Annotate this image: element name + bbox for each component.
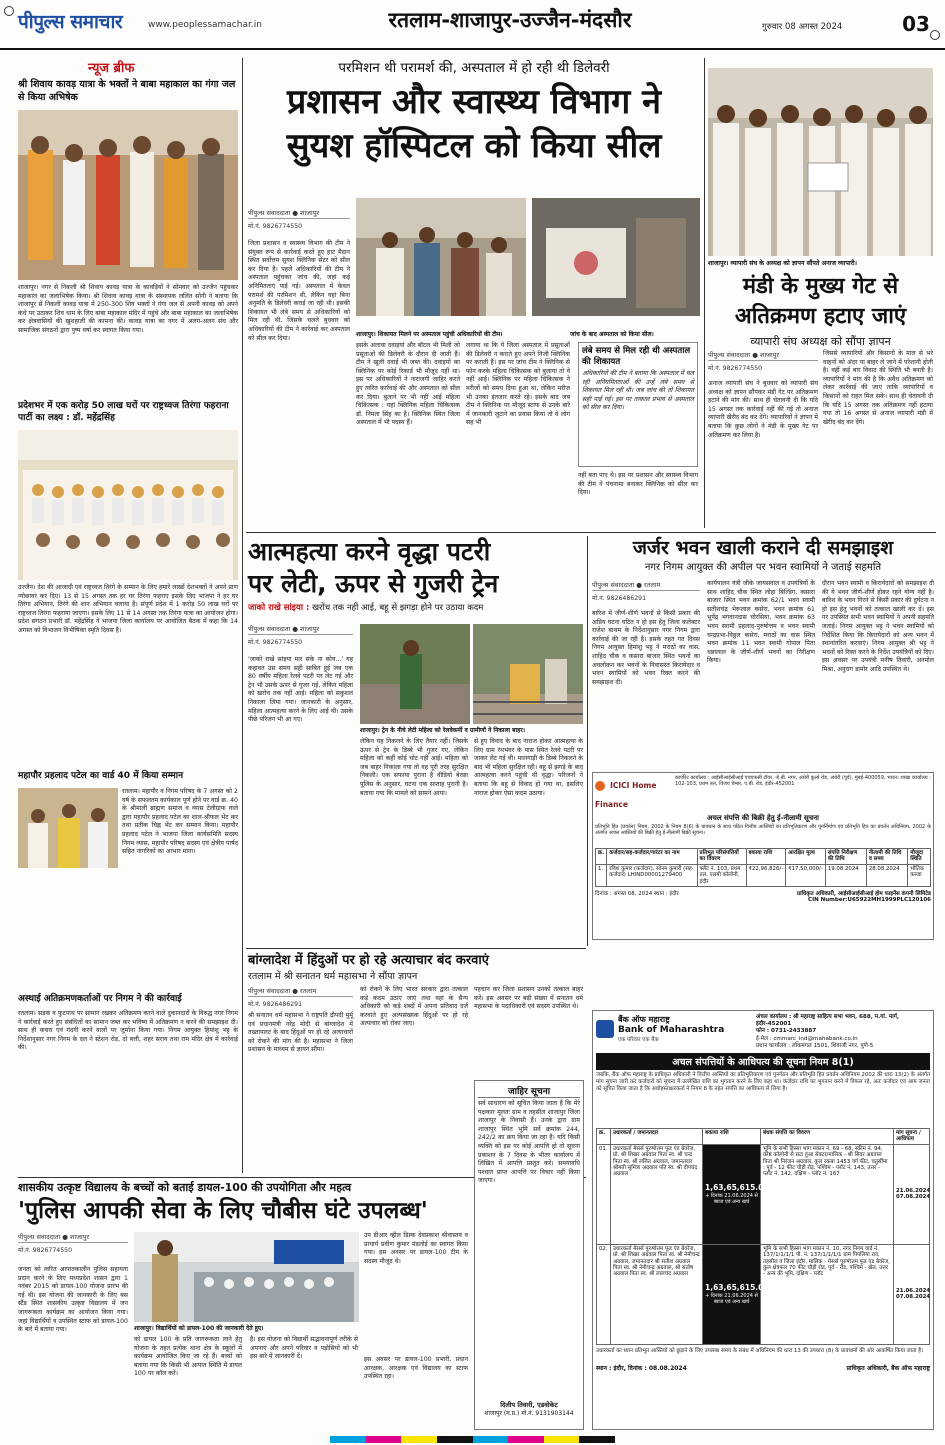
byline-phone: मो.नं. 9826774550 [248,223,303,230]
table-header: क्र. [596,849,607,865]
news-brief-column [18,58,238,1173]
story-column: पहचान कर जिला प्रशासन उनको तत्काल बाहर करें। इस अवसर पर बड़ी संख्या में सनातन धर्म महासभा के पदाधिकारी एवं सदस्य उपस्थित थे। [474,986,583,1011]
story-headline: अतिक्रमण हटाए जाएं [734,304,907,329]
kawad-yatra-image [18,110,238,280]
story-headline: बांग्लादेश में हिंदुओं पर हो रहे अत्याचार बंद करवाएं [248,953,489,968]
byline-phone: मो.नं. 9826774550 [18,1247,73,1254]
dial100-image [134,1232,359,1322]
bom-hq: प्रधान कार्यालय : लोकमंगल 1501, शिवाजी नगर, पुणे-5 [756,1042,874,1049]
brief-headline: श्री शिवाय कावड़ यात्रा के भक्तों ने बाबा महाकाल का गंगा जल से किया अभिषेक [18,79,236,103]
byline-phone: मो.नं. 9826774550 [708,365,763,372]
table-cell: रविश कुमार (कर्जदार), सोनम कुमारी (सह-कर्जदार) LHIND00001279400 [607,864,697,886]
bom-logo [596,1014,756,1043]
bom-title: अचल संपत्तियों के आधिपत्य की सूचना नियम 8(1) [596,1053,930,1070]
story-column: उप डीआर व्हील डिस्क देवप्रकाश श्रीवास्तव व प्राचार्य प्रवीण कुमार मंडलोई का स्वागत किया गया। इस अवसर पर डायल-100 टीम के सदस्य मौजूद थे। [364,1232,468,1265]
brief-body: रतलाम। सड़क व फुटपाथ पर सामान रखकर अतिक्रमण करने वाले दुकानदारों के विरुद्ध नगर निगम ने कार्रवाई करते हुए संबंधितों का सामान जब्त कर भविष्य में अतिक्रमण न करने की समझाइश दी। साथ ही कचरा एवं गंदगी करने वालों पर जुर्माना किया गया। निगम आयुक्त हिमांशु भट्ट के निर्देशानुसार नगर निगम के दल ने स्टेशन रोड, दो बत्ती, शहर सराय तथा राम मंदिर क्षेत्र में कार्रवाई की। [18,1010,238,1052]
issue-date: गुरुवार 08 अगस्त 2024 [762,22,843,32]
byline-reporter: पीपुल्स संवाददाता [248,625,291,633]
bom-tagline: एक परिवार एक बैंक [618,1037,659,1043]
bjp-meeting-image [18,430,238,580]
story-column: लगाया था कि ये जिला अस्पताल में प्रसूताओं की डिलेवरी न कराते हुए अपने निजी क्लिनिक पर कराती हैं। इस पर जांच टीम ने क्लिनिक से फोन करके महिला चिकित्सक को बुलाया तो वे नहीं आईं। क्लिनिक पर महिला चिकित्सक ने मरीजों को समय दिया हुआ था, लेकिन मरीज भी उनका इंतजार करते रहे। इसके बाद जब टीम ने क्लिनिक पर मौजूद स्टाफ से उनके बारे में जानकारी जुटाने का प्रयास किया तो वे लोग सह भी [466,342,570,427]
story-police [18,1180,468,1430]
amount-note: + दिनांक 21.06.2024 से ब्याज एवं अन्य खर्च [705,1293,758,1306]
story-tagline [248,602,583,614]
table-header-row [596,849,931,865]
story-seal [248,58,700,528]
icici-auction-notice [592,772,934,940]
story-column: को रोकने के लिए भारत सरकार द्वारा तत्काल कड़े कदम उठाए जाएं तथा वहां के सैन्य अधिकारी को कड़े शब्दों में अपना प्रतिवाद दर्ज करवाते हुए अल्पसंख्यक हिंदुओं पर हो रहे अत्याचार को रोका जाए। [360,986,468,1028]
story-column: कार्यपालन यंत्री जीके जायसवाल व उपयंत्रियों के साथ शाहिद चौक स्थित लोहा बिल्डिंग, कसारा बाजार स्थित भवन क्रमांक 62/1 भवन स्वामी सतीशचंद्र भेरूलाल कसेरा, भवन क्रमांक 61 भूपेंद्र भगवानदास चोरसिया, भवन क्रमांक 63 भवन स्वामी प्रहलाद-पुरुषोत्तम व भवन स्वामी चन्द्रप्रभा-विठ्ठल कसेरा, मराठों का वास स्थित भवन क्रमांक 11 भवन स्वामी गोपाल पिता धन्नालाल के जीर्ण-शीर्ण भवनों का निरीक्षण किया। [707,580,815,665]
table-header: बकाया राशि [746,849,786,865]
story-train [248,536,583,946]
table-row [597,1244,930,1344]
masthead [0,0,945,50]
table-header: नीलामी की तिथि व समय [866,849,907,865]
bom-signature: प्राधिकृत अधिकारी, बैंक ऑफ महाराष्ट्र [846,1364,930,1372]
bom-email: ई-मेल : cmmarc_ind@mahabank.co.in [756,1035,858,1042]
bom-office [756,1014,930,1050]
byline-reporter: पीपुल्स संवाददाता [708,351,751,359]
brief-body: शाजापुर। नगर से निकली श्री शिवाय कावड़ यात्रा के कावड़ियों ने सोमवार को उज्जैन पहुंचकर महाकाल का जलाभिषेक किया। श्री शिवाय कावड़ यात्रा के संस्थापक ललित सोनी ने बताया कि शाजापुर से निकली कावड़ यात्रा में 250-300 शिव भक्तों ने गंगा जल से अपनी कावड़ को अपने कंधे पर उठाकर शिव धाम के लिए बाबा महाकाल मंदिर में पहुंचे और बाबा महाकाल का जलाभिषेक कर क्षेत्रवासियों की खुशहाली की कामना की। कावड़ यात्रा का नगर में अलग-अलग संघ और सामाजिक संगठनों द्वारा पुष्प वर्षा कर स्वागत किया गया। [18,284,238,334]
bom-office-address: अंचल कार्यालय : श्री महाराष्ट्र साहित्य सभा भवन, 688, म.गां. मार्ग, इंदौर-452001 [756,1014,899,1028]
amount-value: 1,63,65,615.00 [705,1183,769,1193]
bjp-meeting-photo [18,430,238,580]
dial100-photo [134,1232,359,1322]
story-column: अनाज व्यापारी संघ ने बुधवार को व्यापारी संघ अध्यक्ष को ज्ञापन सौंपकर मंडी गेट पर अतिक्रमण हटाने की मांग की। साथ ही चेतावनी दी कि यदि 15 अगस्त तक कार्रवाई नहीं की गई तो अनाज व्यापारी खेरीद बंद कर देंगे। व्यापारियों ने ज्ञापन में बताया कि कुछ लोगों ने मंडी के मुख्य गेट पर अतिक्रमण कर लिया है। [708,380,818,439]
story-subhead: रतलाम में श्री सनातन धर्म महासभा ने सौंपा ज्ञापन [248,971,418,982]
amount-cell [703,1144,769,1244]
byline-reporter: पीपुल्स संवाददाता [592,581,635,589]
print-color-bar [330,1436,615,1443]
table-row [596,864,931,886]
table-cell: उधारकर्ता मेसर्स पुरुषोत्तम फूड एंड बेवरेज, प्रो. श्री शिखर अग्रवाल पिता स्व. श्री नेमीचन्द्र अग्रवाल, जमानतदार श्री सतीश अग्रवाल पिता स्व. श्री नेमीचन्द्र अग्रवाल, श्री संतोष अग्रवाल पिता स्व. श्री लालचंद अग्रवाल [611,1244,703,1344]
registration-mark-icon [4,6,14,16]
byline-place: रतलाम [644,581,661,589]
bom-name-hi: बैंक ऑफ महाराष्ट्र [618,1015,670,1024]
column-divider [704,58,705,528]
story-column: जनता को त्वरित आपातकालीन पुलिस सहायता प्रदान करने के लिए मध्यप्रदेश शासन द्वारा 1 नवंबर 2015 को डायल-100 योजना प्रारंभ की गई थी। इस योजना की जानकारी के लिए बस स्टैंड स्थित शासकीय उत्कृष्ट विद्यालय में जन जागरूकता कार्यक्रम का आयोजन किया गया। जहां विद्यार्थियों व उपस्थित स्टाफ को डायल-100 के बारे में बताया गया। [18,1266,128,1334]
byline-place: शाजापुर [760,351,779,359]
amount-note: + दिनांक 21.06.2024 से ब्याज एवं अन्य खर्च [705,1193,758,1206]
byline-place: शाजापुर [300,209,319,217]
page-number: 03 [902,12,930,36]
icici-title: अचल संपत्ति की बिक्री हेतु ई-नीलामी सूचना [707,814,819,822]
story-headline: 'पुलिस आपकी सेवा के लिए चौबीस घंटे उपलब्ध' [18,1198,428,1224]
table-header: बकाया राशि [703,1129,761,1145]
brief-body: उज्जैन। देश की आजादी एवं राष्ट्रध्वज तिरंगे के सम्मान के लिए हमारे लाखों देशभक्तों ने अपने प्राण न्योछावर कर दिए। 13 से 15 अगस्त तक हर घर तिरंगा फहराए इसके लिए भाजपा ने हर घर तिरंगा अभियान, तिरंगे की शान अभियान चलाया है। संपूर्ण प्रदेश में 1 करोड़ 50 लाख घरों पर राष्ट्रध्वज तिरंगा फहराया जाएगा। इसके लिए 11 से 14 अगस्त तक तिरंगा यात्रा का आयोजन होगा। प्रदेश संगठन प्रभारी डॉ. महेंद्रसिंह ने भाजपा जिला कार्यालय पर आयोजित बैठक में कहा कि 14 अगस्त को विभाजन विभीषिका स्मृति दिवस है। [18,584,238,634]
story-headline: सुयश हॉस्पिटल को किया सील [286,126,662,166]
column-divider [587,536,588,946]
brief-headline: महापौर प्रहलाद पटेल का वार्ड 40 में किया सम्मान [18,771,184,781]
story-column: जिससे व्यापारियों और किसानों के माल से भरे वाहनों को अंदर या बाहर ले जाने में परेशानी होती है। वहीं कई बार विवाद की स्थिति भी बनती है। व्यापारियों ने मांग की है कि अवैध अतिक्रमण को लेकर कार्रवाई की जाए ताकि व्यापारियों व किसानों को राहत मिल सके। साथ ही चेतावनी दी कि यदि 15 अगस्त तक अतिक्रमण नहीं हटाया गया तो 16 अगस्त से अनाज व्यापारी मंडी में खेरीद बंद कर देंगे। [823,350,933,426]
table-header: कर्जदार/सह-कर्जदार/गारंटर का नाम [607,849,697,865]
hospital-team-image [356,198,700,328]
icici-logo-text: ICICI Home Finance [595,781,657,809]
table-header: मांग सूचना / आधिपत्य [894,1129,930,1145]
table-header: क्र. [597,1129,611,1145]
story-sidebar [578,342,698,467]
byline-place: शाजापुर [70,1233,89,1241]
table-header: संपत्ति निरीक्षण की तिथि [825,849,866,865]
table-cell: 21.06.2024 07.08.2024 [894,1144,930,1244]
story-byline: पीपुल्स संवाददाता ● शाजापुर मो.नं. 9826774550 [248,208,350,230]
story-column: दौरान भवन स्वामी व किरायेदारों को समझाइश दी की ये भवन जीर्ण-शीर्ण होकर रहने योग्य नहीं है। बारिश के भवन गिरने से किसी प्रकार की दुर्घटना न हो इस हेतु भवनों को तत्काल खाली कर दें। इस पर उपस्थित सभी भवन स्वामियों ने अपनी सहमति जताई। निगम आयुक्त भट्ट ने भवन स्वामियों को निर्देशित किया कि किरायेदारों को अन्य भवन में स्थानांतरित करवाएं। निगम आयुक्त श्री भट्ट ने भवनों को रिक्त करने के निर्देश उपयंत्रियों को दिए। इस अवसर पर उपयंत्री मनीष तिवारी, अनमोल मिश्रा, अनुराग डामोर आदि उपस्थित थे। [822,580,934,673]
icici-cin: CIN Number:U65922MH1999PLC120106 [808,897,931,904]
mayor-honour-image [18,788,118,868]
story-subhead: नगर निगम आयुक्त की अपील पर भवन स्वामियों ने जताई सहमति [644,562,882,573]
story-column: बारिश में जीर्ण-शीर्ण भवनों से किसी प्रकार की अप्रिय घटना घटित न हो इस हेतु जिला कलेक्टर राजेश बाथम के निर्देशानुसार नगर निगम द्वारा कार्रवाई की जा रही है। इसके तहत गत दिवस निगम आयुक्त हिमांशु भट्ट ने मराठों का वास, शाहिद चौक व कसारा बाजार स्थित भवनों का अवलोकन कर भवनों के निवासरत किरायेदार व भवन स्वामियों को भवन रिक्त करने की समझाइश दी। [592,610,700,686]
story-byline: पीपुल्स संवाददाता ● शाजापुर मो.नं. 9826774550 [248,624,353,646]
tagline-text: खरोंच तक नहीं आई, बहू से झगड़ा होने पर उठाया कदम [312,603,484,613]
edition-title-text: रतलाम-शाजापुर-उज्जैन-मंदसौर [388,8,632,32]
table-cell: 28.08.2024 [866,864,907,886]
story-kicker: शासकीय उत्कृष्ट विद्यालय के बच्चों को बताई डायल-100 की उपयोगिता और महत्व [18,1181,352,1194]
amount-value: 1,63,65,615.00 [705,1283,769,1293]
photo-caption: जांच के बाद अस्पताल को किया सील। [570,331,654,338]
table-header: बंधक संपत्ति का विवरण [761,1129,894,1145]
story-headline: जर्जर भवन खाली कराने दी समझाइश [632,537,894,559]
bom-footer: उधारकर्ता का ध्यान प्रतिभूत आस्तियों को छुड़ाने के लिए उपलब्ध समय के संबंध में अधिनियम की धारा 13 की उपधारा (8) के प्रावधानों की ओर आकर्षित किया जाता है। [596,1347,924,1354]
site-url[interactable]: www.peoplessamachar.in [148,20,262,30]
table-cell: 01. [597,1144,611,1244]
amount-cell [703,1244,769,1344]
train-rescue-image [360,624,583,724]
byline-reporter: पीपुल्स संवाददाता [248,987,291,995]
brief-body: रतलाम। महापौर व निगम परिषद के 7 अगस्त को 2 वर्ष के सफलतम कार्यकाल पूर्ण होने पर वार्ड क्र. 40 के श्रीमाली ब्राह्मण समाज व व्यास टेलीग्राफ वाले द्वारा महापौर प्रहलाद पटेल का शाल-श्रीफल भेंट कर तथा प्रतीक चिह्न भेंट कर सम्मान किया। महापौर प्रहलाद पटेल ने भाजपा जिला कार्यसमिति सदस्य निगम व्यास, महापौर परिषद सदस्य एवं क्षेत्रीय पार्षद सहित नागरिकों का आभार माना। [122,788,238,856]
notice-address: शाजापुर (म.प्र.) मो.नं. 9131903144 [484,1410,574,1417]
edition-title [330,6,690,34]
bom-phone: फोन : 0731-2433887 [756,1028,817,1035]
bom-place-date: स्थान : इंदौर, दिनांक : 08.08.2024 [596,1364,687,1372]
bom-logo-icon [596,1020,614,1038]
table-row [597,1144,930,1244]
icici-intro: प्रतिभूति हित (प्रवर्तन) नियम, 2002 के नियम 8(6) के प्रावधान के साथ पठित वित्तीय आस्तियों का प्रतिभूतिकरण और पुनर्निर्माण एवं प्रतिभूति हित का प्रवर्तन अधिनियम, 2002 के अंतर्गत अचल आस्तियों की बिक्री हेतु ई-नीलामी बिक्री सूचना। [595,824,931,836]
byline-reporter: पीपुल्स संवाददाता [248,209,291,217]
byline-phone: मो.नं. 9826774550 [248,639,303,646]
icici-table [595,848,931,887]
story-column: से हुए विवाद के बाद नाराज होकर आत्महत्या के लिए ग्राम रंथभंवर के पास स्थित रेलवे पटरी पर जाकर लेट गई थी। मालगाड़ी के डिब्बे निकलने के बाद भी महिला सुरक्षित रही। बहू से झगड़े के बाद आत्महत्या करने पहुंची थी वृद्धा। परिजनों ने बताया कि बहू से विवाद हो गया था, इसलिए नाराज होकर ऐसा कदम उठाया। [474,738,583,797]
story-column: है। इस योजना को विद्यार्थी सद्भावनापूर्ण तरीके से अपनाएं और अपने परिवार व पड़ोसियों को भी इस बारे में जानकारी दें। [250,1336,358,1361]
column-divider [242,58,243,1173]
photo-caption: शाजापुर। ट्रेन के नीचे लेटी महिला को रेलवेकर्मी व ग्रामीणों ने निकाला बाहर। [360,727,526,734]
table-header: आरक्षित मूल्य [786,849,826,865]
brand-logo [18,8,168,38]
story-kicker: परमिशन थी परामर्श की, अस्पताल में हो रही थी डिलेवरी [338,60,610,76]
photo-caption: शाजापुर। विद्यार्थियों को डायल-100 की जानकारी देते हुए। [134,1325,264,1332]
byline-phone: मो.नं. 9826486291 [592,595,647,602]
byline-reporter: पीपुल्स संवाददाता [18,1233,61,1241]
public-notice [474,1080,584,1430]
story-headline: मंडी के मुख्य गेट से [742,274,899,299]
icici-logo [595,775,675,813]
sidebar-headline: लंबे समय से मिल रही थी अस्पताल की शिकायत [582,346,691,367]
story-column: लेकिन यह निकलने के लिए तैयार नहीं। जिसके ऊपर से ट्रेन के डिब्बे भी गुजर गए, लेकिन महिला को कहीं कोई चोट नहीं आई। महिला को जब बाहर निकाला गया तो वह पूरी तरह सुरक्षित निकली। एक सफाया पुराना है वीडियो बेरछा पुलिस के अनुसार, घटना एक सप्ताह पुरानी है। बताया गया कि मामले को सामने आया। [360,738,468,797]
news-brief-label: न्यूज ब्रीफ [88,61,135,76]
table-header: उधारकर्ता / जमानतदार [611,1129,703,1145]
table-cell: उधारकर्ता मेसर्स पुरुषोत्तम फूड एंड बेवरेज, प्रो. श्री शिखर अग्रवाल पिता स्व. श्री चन्द्र पिता स्व. श्री ललित अग्रवाल, जमानतदार श्रीमती सुमित्रा अग्रवाल पति स्व. श्री दीपचंद अग्रवाल [611,1144,703,1244]
story-photo-area [356,198,700,328]
story-headline: पर लेटी, ऊपर से गुजरी ट्रेन [248,569,499,598]
byline-place: रतलाम [300,987,317,995]
story-column: इसके अलावा दवाइयां और बॉटल भी मिली जो प्रसूताओं की डिलेवरी के दौरान दी जाती हैं। टीम ने खुली दवाई भी जब्त की। दवाइयों का क्लिनिक पर कोई रिकार्ड भी मौजूद नहीं था। इस पर अधिकारियों ने नाराजगी जाहिर करते हुए त्वरित कार्रवाई की और अस्पताल को सील कर दिया। बुलाने पर भी नहीं आई महिला चिकित्सक : यहां क्लिनिक महिला चिकित्सक डॉ. निमता सिंह का है। क्लिनिक स्थित जिला अस्पताल में भी पदस्थ हैं। [356,342,460,427]
icici-footer: दिनांक : अगस्त 08, 2024 स्थान : इंदौर [595,891,679,898]
photo-caption: शाजापुर। शिकायत मिलने पर अस्पताल पहुंची अधिकारियों की टीम। [356,331,503,338]
story-bangladesh [248,952,583,1072]
table-header: प्रतिभूत परिसंपत्तियों का विवरण [697,849,746,865]
bom-intro: जबकि, बैंक ऑफ महाराष्ट्र के प्राधिकृत अधिकारी ने वित्तीय आस्तियों का प्रतिभूतिकरण एवं पुनर्गठन और प्रतिभूति हित प्रवर्तन अधिनियम 2002 की धारा 13(2) के अंतर्गत मांग सूचना जारी कर कर्जदारों को सूचना में उल्लेखित राशि का भुगतान करने के लिए कहा था। कर्जदार राशि का भुगतान करने में विफल रहे, अतः कर्जदार एवं आम जनता को सूचित किया जाता है कि अधोहस्ताक्षरकर्ता ने नियम 8 के तहत संपत्ति का आधिपत्य ले लिया है। [596,1072,930,1093]
train-rescue-photo [360,624,583,724]
notice-title: जाहिर सूचना [478,1084,580,1098]
mandi-memorandum-photo [708,68,933,256]
tagline-lead: जाको राखे सांइया : [248,603,310,613]
story-byline: पीपुल्स संवाददाता ● शाजापुर मो.नं. 9826774550 [18,1232,128,1254]
story-jarjar [592,536,934,766]
story-column: श्री सनातन धर्म महासभा ने राष्ट्रपति द्रौपदी मुर्मू एवं प्रधानमंत्री नरेंद्र मोदी से बांग्लादेश में तख्तापलट के बाद हिंदुओं पर हो रहे अत्याचारों को रोकने की मांग की है। महासभा ने जिला प्रशासन के माध्यम से ज्ञापन सौंपा। [248,1012,353,1054]
bom-name-en: Bank of Maharashtra [618,1025,725,1035]
table-cell: ₹22,96,826/- [746,864,786,886]
byline-place: शाजापुर [300,625,319,633]
photo-caption: शाजापुर। व्यापारी संघ के अध्यक्ष को ज्ञापन सौंपते अनाज व्यापारी। [708,260,857,267]
table-cell: 1. [596,864,607,886]
kawad-yatra-photo [18,110,238,280]
notice-advocate: दिलीप तिवारी, एडवोकेट [500,1401,558,1409]
section-divider [246,948,586,949]
notice-body: सर्व साधारण को सूचित किया जाता है कि मेरे पक्षकार मूलतः ग्राम व तहसील शाजापुर जिला शाजापुर के निवासी हैं। उनके द्वारा ग्राम शाजापुर स्थित भूमि सर्वे क्रमांक 244, 242/2 का क्रय किया जा रहा है। यदि किसी व्यक्ति को इस पर कोई आपत्ति हो तो सूचना प्रकाशन के 7 दिवस के भीतर कार्यालय में लिखित में आपत्ति प्रस्तुत करें। समयावधि पश्चात प्राप्त आपत्ति पर विचार नहीं किया जाएगा। [478,1100,580,1185]
brief-headline: प्रदेशभर में एक करोड़ 50 लाख घरों पर राष्ट्रध्वज तिरंगा फहराना पार्टी का लक्ष्य : डॉ. महेंद्रसिंह [18,401,229,423]
story-column: को डायल 100 के प्रति जागरूकता लाने हेतु योजना के तहत प्रत्येक थाना क्षेत्र के स्कूलों में कार्यक्रम आयोजित किए जा रहे हैं। बच्चों को बताया गया कि किसी भी आपात स्थिति में डायल 100 पर कॉल करें। [134,1336,242,1378]
icici-signature: प्राधिकृत अधिकारी, आईसीआईसीआई होम फाइनेंस कंपनी लिमिटेड [796,891,931,898]
story-byline: पीपुल्स संवाददाता ● रतलाम मो.नं. 9826486291 [592,580,700,602]
icici-header: कार्पोरेट कार्यालय : आईसीआईसीआई एचएफसी टॉवर, जे.बी. नगर, अंधेरी कुर्ला रोड, अंधेरी (पूर्व), मुंबई-400059, भारत। शाखा कार्यालय : 102-103, प्रथम तल, विजय चेम्बर, ए.बी. रोड, इंदौर-452001 [675,775,931,787]
registration-mark-icon [930,30,940,40]
section-divider [246,532,936,533]
table-cell: फ्लैट नं. 103, प्रथम तल, एलमी कॉलोनी, इंदौर [697,864,746,886]
story-headline: आत्महत्या करने वृद्धा पटरी [248,537,491,566]
story-column: 'जाको राखे सांइया मार सके ना कोय...' यह कहावत उस समय सही साबित हुई जब एक 80 वर्षीय महिला रेलवे पटरी पर लेट गई और ट्रेन भी उसके ऊपर से गुजर गई, लेकिन महिला को खरोंच तक नहीं आई। महिला को सकुशल निकाला लिया गया। जानकारी के अनुसार, महिला आत्महत्या करने के लिए आई थी। उसके पीछे परिजन भी आ गए। [248,656,353,724]
bom-possession-notice [592,1010,934,1430]
bom-table [596,1128,930,1345]
story-headline: प्रशासन और स्वास्थ्य विभाग ने [287,82,661,122]
table-header: मौजूदा स्थिति [908,849,931,865]
sidebar-body: अधिकारियों की टीम ने बताया कि अस्पताल में चल रही अनियमितताओं की उन्हें लंबे समय से शिकायत मिल रही थी। जब जांच की तो शिकायत सही पाई गई। इस पर तत्काल प्रभाव से अस्पताल को सील कर दिया। [582,370,694,412]
table-cell: भौतिक कब्जा [908,864,931,886]
table-header-row [597,1129,930,1145]
byline-phone: मो.नं. 9826486291 [248,1001,303,1008]
story-mandi [708,58,933,528]
brief-headline: अस्थाई अतिक्रमणकर्ताओं पर निगम ने की कार्रवाई [18,994,182,1004]
table-cell: 02. [597,1244,611,1344]
story-column: जिला प्रशासन व स्वास्थ्य विभाग की टीम ने संयुक्त रूप से कार्रवाई करते हुए हाट मैदान स्थित सर्वोत्तम सुयश क्लिनिक सेंटर को सील कर दिया है। पहले अधिकारियों की टीम ने अस्पताल पहुंचकर जांच की, जहां कई अनिमितताएं पाई गई। अस्पताल में केवल परामर्श की परमिशन थी, लेकिन वहां बिना अनुमति के डिलेवरी कराई जा रही थी। इसकी शिकायत भी लंबे समय से अधिकारियों को मिल रही थी, जिसके चलते बुधवार को अधिकारियों की टीम ने कार्रवाई कर अस्पताल को सील कर दिया। [248,240,350,342]
icici-logo-icon [595,781,605,791]
story-column: इस अवसर पर डायल-100 प्रभारी, प्रधान आरक्षक, आरक्षक एवं विद्यालय का स्टाफ उपस्थित रहा। [364,1356,468,1381]
table-cell: 21.06.2024 07.08.2024 [894,1244,930,1344]
mandi-memorandum-image [708,68,933,256]
brand-name: पीपुल्स समाचार [18,11,123,33]
mayor-honour-photo [18,788,118,868]
story-subhead: व्यापारी संघ अध्यक्ष को सौंपा ज्ञापन [750,335,891,348]
table-cell: 19.08.2024 [825,864,866,886]
table-cell: भूमि के सभी हिस्सा भाग मकान नं. 69 - 68, स्कीम नं. 94, कोष्ठ कॉलोनी से सटा हुआ सेक्टर/मालिक - श्री सिवर अग्रवाल पिता श्री निरंजन अग्रवाल, कुल रकबा 1453 वर्ग फीट, चतुर्सीमा : पूर्व - 12 फीट चौड़ी रोड़, पश्चिम - प्लॉट नं. 143, उत्तर - प्लॉट नं. 142, दक्षिण - प्लॉट नं. 167 [761,1144,894,1244]
story-byline: पीपुल्स संवाददाता ● रतलाम मो.नं. 9826486291 [248,986,353,1008]
table-cell: ₹17,50,000/- [786,864,826,886]
story-column: नहीं बता पाए थे। इस पर प्रशासन और स्वास्थ्य विभाग की टीम ने पंचनामा बनाकर क्लिनिक को सील कर दिया। [578,472,698,497]
table-cell: भूमि के सभी हिस्सा भाग मकान नं. 10, नगर निगम वार्ड नं. 137/1/1/1/1 पी. नं. 137/1/1/1/1 ग्राम पिपलिया राव, तहसील व जिला इंदौर, मालिक - मेसर्स पुरुषोत्तम फूड एंड बेवरेज, कुल क्षेत्रफल 70 फीट चौड़ी रोड, पूर्व - रोड, पश्चिम - खेत, उत्तर - अन्य की भूमि, दक्षिण - प्लॉट [761,1244,894,1344]
story-byline: पीपुल्स संवाददाता ● शाजापुर मो.नं. 9826774550 [708,350,818,372]
